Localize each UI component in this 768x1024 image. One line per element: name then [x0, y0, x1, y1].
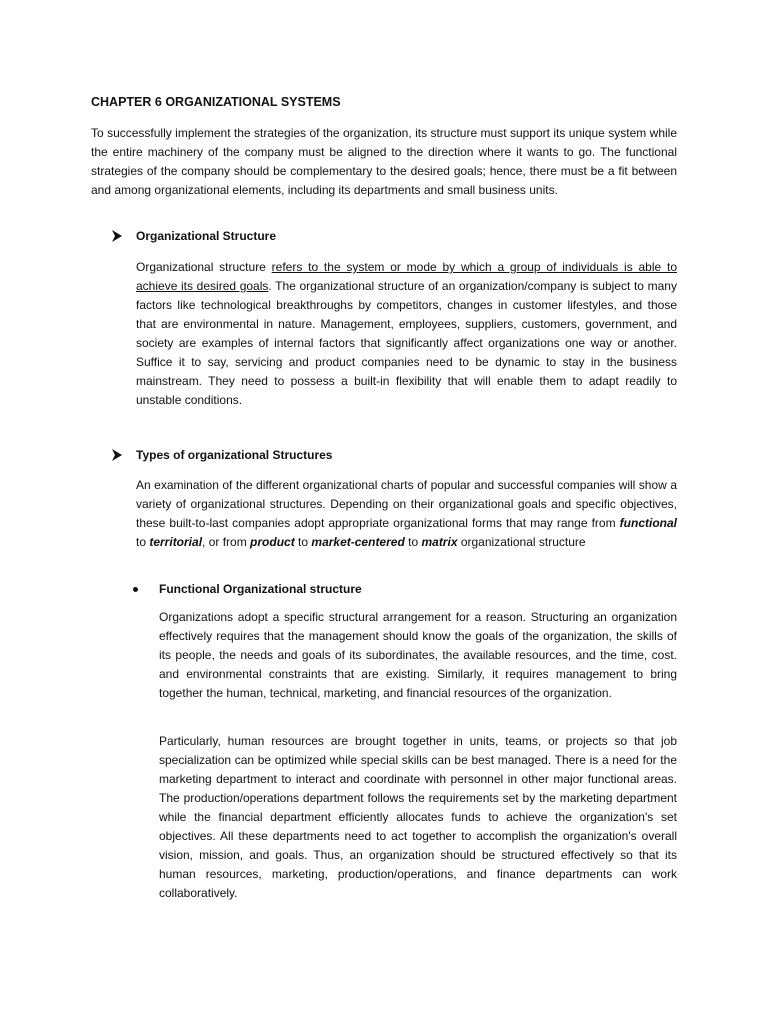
organizational-structure-paragraph — [136, 258, 677, 410]
bullet-dot-icon — [133, 587, 138, 592]
types-paragraph — [136, 476, 677, 552]
types-connector: to — [294, 535, 312, 549]
types-connector: , or from — [202, 535, 251, 549]
section-heading-organizational-structure: Organizational Structure — [136, 229, 277, 243]
definition-lead: Organizational structure — [136, 260, 272, 274]
types-text-end: organizational structure — [457, 535, 586, 549]
intro-paragraph: To successfully implement the strategies of the organization, its structure must support its unique system while the entire machinery of the company must be aligned to the direction where it wants to go. The functional strategies of the company should be complementary to the desired goals; hence, there must be a fit between and among organizational elements, including its departments and small business units. — [91, 126, 677, 197]
chapter-title: CHAPTER 6 ORGANIZATIONAL SYSTEMS — [91, 95, 341, 109]
arrow-bullet-icon — [111, 449, 123, 461]
term-matrix: matrix — [421, 535, 458, 549]
types-connector: to — [404, 535, 422, 549]
term-functional: functional — [619, 516, 677, 530]
definition-rest: . The organizational structure of an organization/company is subject to many factors like technological breakthroughs by competitors, changes in customer lifestyles, and those that are environmental in nature. Management, employees, suppliers, customers, government, and society are examples of internal factors that significantly affect organizations one way or another. Suffice it to say, servicing and product companies need to be dynamic to stay in the business mainstream. They need to possess a built-in flexibility that will enable them to adapt readily to unstable conditions. — [136, 279, 677, 407]
functional-paragraph-1: Organizations adopt a specific structural arrangement for a reason. Structuring an organization effectively requires that the management should know the goals of the organization, the skills of its people, the needs and goals of its subordinates, the available resources, and the time, cost. and environmental constraints that are existing. Similarly, it requires management to bring together the human, technical, marketing, and financial resources of the organization. — [159, 610, 677, 700]
definition-underlined: refers to the system or mode by which a group of individuals is able to achieve its desired goals — [136, 260, 677, 293]
subsection-heading-functional: Functional Organizational structure — [159, 582, 362, 596]
term-product: product — [250, 535, 295, 549]
section-heading-types: Types of organizational Structures — [136, 448, 333, 462]
arrow-bullet-icon — [111, 230, 123, 242]
term-market-centered: market-centered — [311, 535, 405, 549]
term-territorial: territorial — [149, 535, 203, 549]
types-connector: to — [136, 535, 150, 549]
types-text: An examination of the different organizational charts of popular and successful companies will show a variety of organizational structures. Depending on their organizational goals and specific objectives, these built-to-last companies adopt appropriate organizational forms that may range from — [136, 478, 677, 530]
functional-paragraph-2: Particularly, human resources are brought together in units, teams, or projects so that job specialization can be optimized while special skills can be best managed. There is a need for the marketing department to interact and coordinate with personnel in other major functional areas. The production/operations department follows the requirements set by the marketing department while the financial department efficiently allocates funds to achieve the organization's set objectives. All these departments need to act together to accomplish the organization's overall vision, mission, and goals. Thus, an organization should be structured effectively so that its human resources, marketing, production/operations, and finance departments can work collaboratively. — [159, 734, 677, 900]
